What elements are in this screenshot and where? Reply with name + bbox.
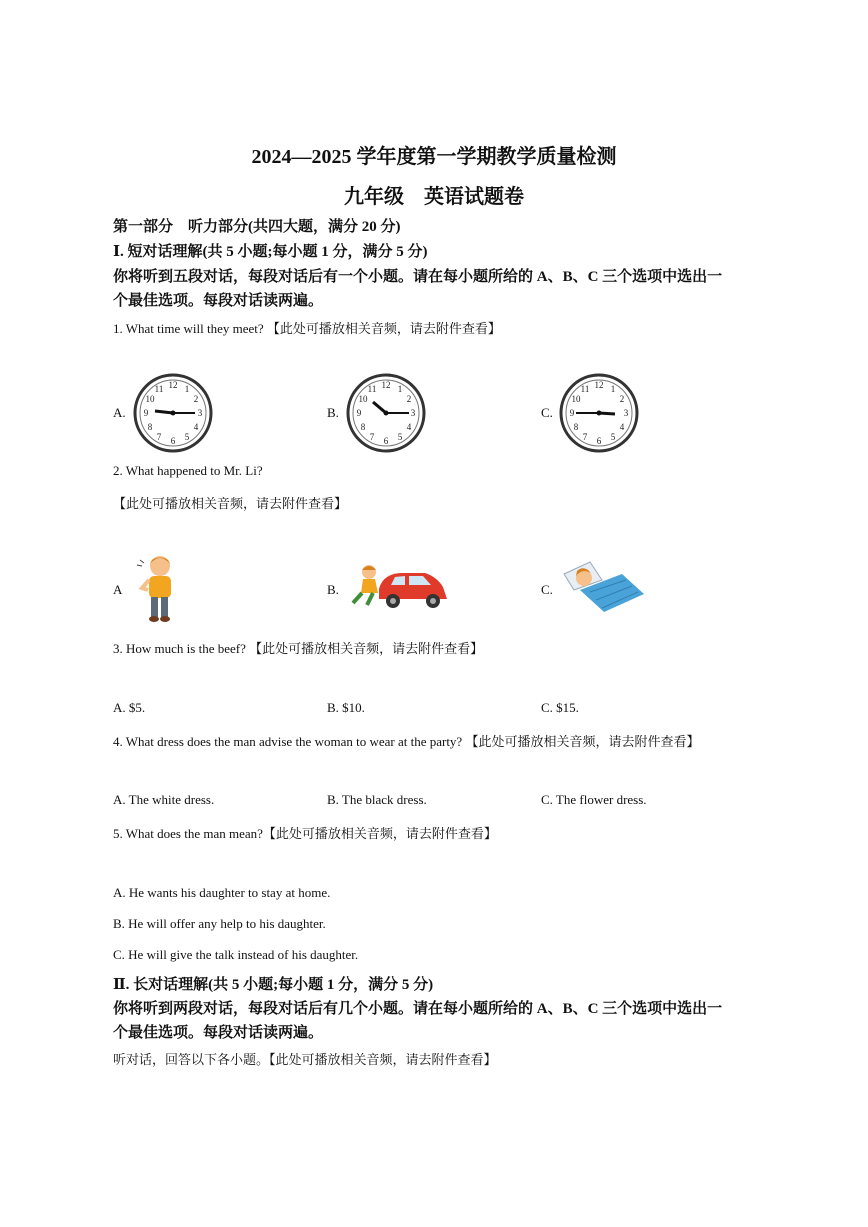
section2-listen-note: 听对话，回答以下各小题。【此处可播放相关音频，请去附件查看】: [113, 1052, 497, 1067]
svg-text:9: 9: [143, 408, 149, 418]
svg-text:8: 8: [360, 422, 366, 432]
svg-text:4: 4: [619, 422, 625, 432]
section1-instructions-1: 你将听到五段对话，每段对话后有一个小题。请在每小题所给的 A、B、C 三个选项中选出一: [113, 269, 723, 285]
section2-instructions-1: 你将听到两段对话，每段对话后有几个小题。请在每小题所给的 A、B、C 三个选项中选出一: [113, 1001, 723, 1017]
question-4-text: 4. What dress does the man advise the woman to wear at the party? 【此处可播放相关音频，请去附件查看】: [113, 734, 700, 749]
question-5-text: 5. What does the man mean?【此处可播放相关音频，请去附件查看】: [113, 826, 497, 841]
question-1-text: 1. What time will they meet? 【此处可播放相关音频，请去附件查看】: [113, 321, 501, 336]
svg-text:11: 11: [367, 384, 377, 394]
svg-text:6: 6: [383, 436, 389, 446]
q5-option-a: A. He wants his daughter to stay at home.: [113, 885, 331, 900]
svg-text:1: 1: [610, 384, 616, 394]
svg-text:3: 3: [623, 408, 629, 418]
q1-option-c-label: C.: [541, 405, 553, 420]
question-2-text: 2. What happened to Mr. Li?: [113, 463, 263, 478]
q3-option-c: C. $15.: [541, 700, 579, 715]
q4-option-b: B. The black dress.: [327, 792, 427, 807]
svg-text:7: 7: [582, 432, 588, 442]
svg-text:3: 3: [410, 408, 416, 418]
q2-option-a-label: A: [113, 582, 123, 597]
q5-option-c: C. He will give the talk instead of his daughter.: [113, 947, 359, 962]
section1-heading: Ⅰ. 短对话理解(共 5 小题;每小题 1 分，满分 5 分): [113, 244, 428, 260]
svg-text:11: 11: [154, 384, 164, 394]
question-2-audio-note: 【此处可播放相关音频，请去附件查看】: [113, 496, 348, 511]
svg-text:7: 7: [156, 432, 162, 442]
sick-boy-image: [134, 552, 184, 624]
svg-text:6: 6: [170, 436, 176, 446]
q4-option-c: C. The flower dress.: [541, 792, 647, 807]
svg-text:12: 12: [594, 380, 604, 390]
svg-text:1: 1: [184, 384, 190, 394]
svg-text:8: 8: [573, 422, 579, 432]
svg-text:2: 2: [193, 394, 199, 404]
clock-a-image: [133, 373, 213, 453]
svg-text:4: 4: [193, 422, 199, 432]
q1-option-b-label: B.: [327, 405, 339, 420]
svg-text:4: 4: [406, 422, 412, 432]
svg-text:11: 11: [580, 384, 590, 394]
svg-text:9: 9: [569, 408, 575, 418]
svg-text:3: 3: [197, 408, 203, 418]
svg-text:10: 10: [358, 394, 368, 404]
q2-option-b-label: B.: [327, 582, 339, 597]
svg-text:7: 7: [369, 432, 375, 442]
svg-text:8: 8: [147, 422, 153, 432]
q4-option-a: A. The white dress.: [113, 792, 215, 807]
svg-text:5: 5: [610, 432, 616, 442]
svg-text:12: 12: [381, 380, 391, 390]
q5-option-b: B. He will offer any help to his daughter.: [113, 916, 326, 931]
svg-text:1: 1: [397, 384, 403, 394]
car-accident-image: [345, 563, 450, 611]
section2-heading: Ⅱ. 长对话理解(共 5 小题;每小题 1 分，满分 5 分): [113, 977, 434, 993]
page-title: 2024—2025 学年度第一学期教学质量检测: [251, 146, 617, 168]
question-3-text: 3. How much is the beef? 【此处可播放相关音频，请去附件查看】: [113, 641, 484, 656]
svg-text:12: 12: [168, 380, 178, 390]
sleeping-image: [560, 560, 646, 614]
q3-option-a: A. $5.: [113, 700, 146, 715]
section2-instructions-2: 个最佳选项。每段对话读两遍。: [113, 1025, 324, 1041]
q3-option-b: B. $10.: [327, 700, 365, 715]
svg-text:6: 6: [596, 436, 602, 446]
clock-b-image: [346, 373, 426, 453]
clock-c-image: [559, 373, 639, 453]
svg-text:9: 9: [356, 408, 362, 418]
svg-text:10: 10: [145, 394, 155, 404]
svg-text:5: 5: [397, 432, 403, 442]
svg-text:2: 2: [406, 394, 412, 404]
svg-text:5: 5: [184, 432, 190, 442]
svg-text:2: 2: [619, 394, 625, 404]
svg-text:10: 10: [571, 394, 581, 404]
q2-option-c-label: C.: [541, 582, 553, 597]
section1-instructions-2: 个最佳选项。每段对话读两遍。: [113, 293, 324, 309]
part1-heading: 第一部分 听力部分(共四大题，满分 20 分): [113, 219, 401, 235]
q1-option-a-label: A.: [113, 405, 126, 420]
page-subtitle: 九年级 英语试题卷: [344, 186, 524, 208]
